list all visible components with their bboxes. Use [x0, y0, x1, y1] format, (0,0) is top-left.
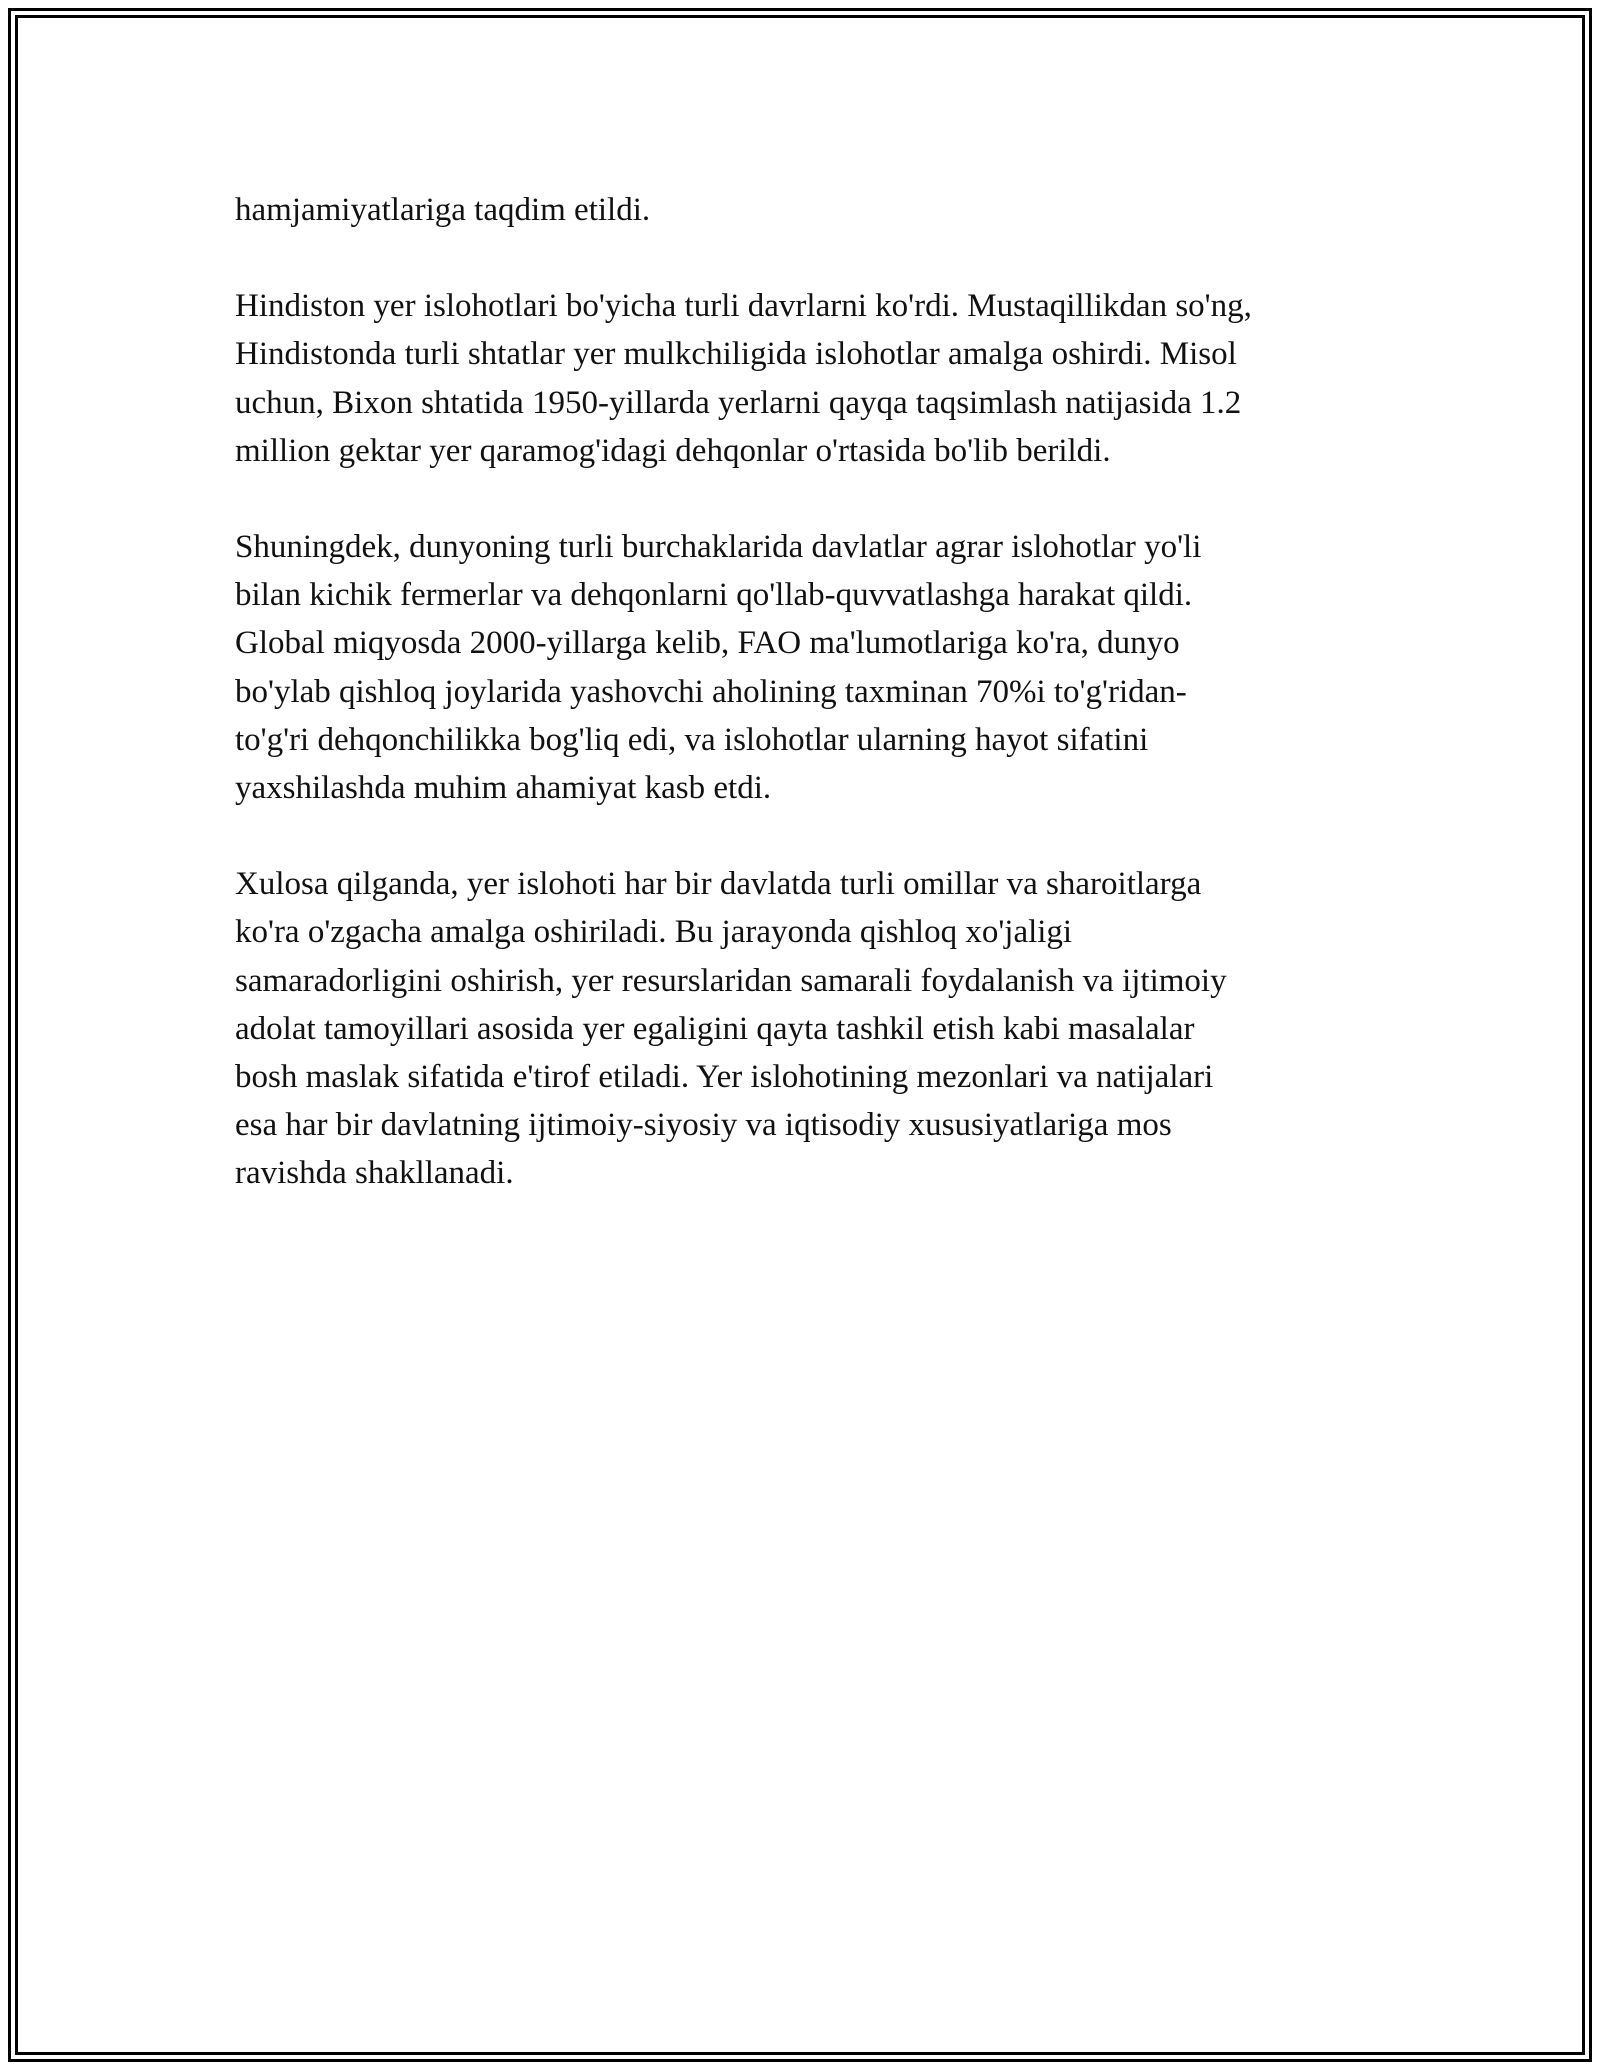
paragraph-continuation: hamjamiyatlariga taqdim etildi. [235, 192, 651, 228]
paragraph-conclusion: Xulosa qilganda, yer islohoti har bir davlatda turli omillar va sharoitlarga ko'ra o'zgacha amalga oshiriladi. Bu jarayonda qishloq xo'jaligi samaradorligini oshirish, yer resurslaridan samarali foydalanish va ijtimoiy adolat tamoyillari asosida yer egaligini qayta tashkil etish kabi masalalar bosh maslak sifatida e'tirof etiladi. Yer islohotining mezonlari va natijalari esa har bir davlatning ijtimoiy-siyosiy va iqtisodiy xususiyatlariga mos ravishda shakllanadi. [235, 866, 1227, 1192]
document-body [235, 186, 1365, 1246]
paragraph-global-reforms: Shuningdek, dunyoning turli burchaklarida davlatlar agrar islohotlar yo'li bilan kichik fermerlar va dehqonlarni qo'llab-quvvatlashga harakat qildi. Global miqyosda 2000-yillarga kelib, FAO ma'lumotlariga ko'ra, dunyo bo'ylab qishloq joylarida yashovchi aholining taxminan 70%i to'g'ridan- to'g'ri dehqonchilikka bog'liq edi, va islohotlar ularning hayot sifatini yaxshilashda muhim ahamiyat kasb etdi. [235, 529, 1202, 807]
paragraph-india-reforms: Hindiston yer islohotlari bo'yicha turli davrlarni ko'rdi. Mustaqillikdan so'ng, Hindistonda turli shtatlar yer mulkchiligida islohotlar amalga oshirdi. Misol uchun, Bixon shtatida 1950-yillarda yerlarni qayqa taqsimlash natijasida 1.2 million gektar yer qaramog'idagi dehqonlar o'rtasida bo'lib berildi. [235, 288, 1252, 469]
